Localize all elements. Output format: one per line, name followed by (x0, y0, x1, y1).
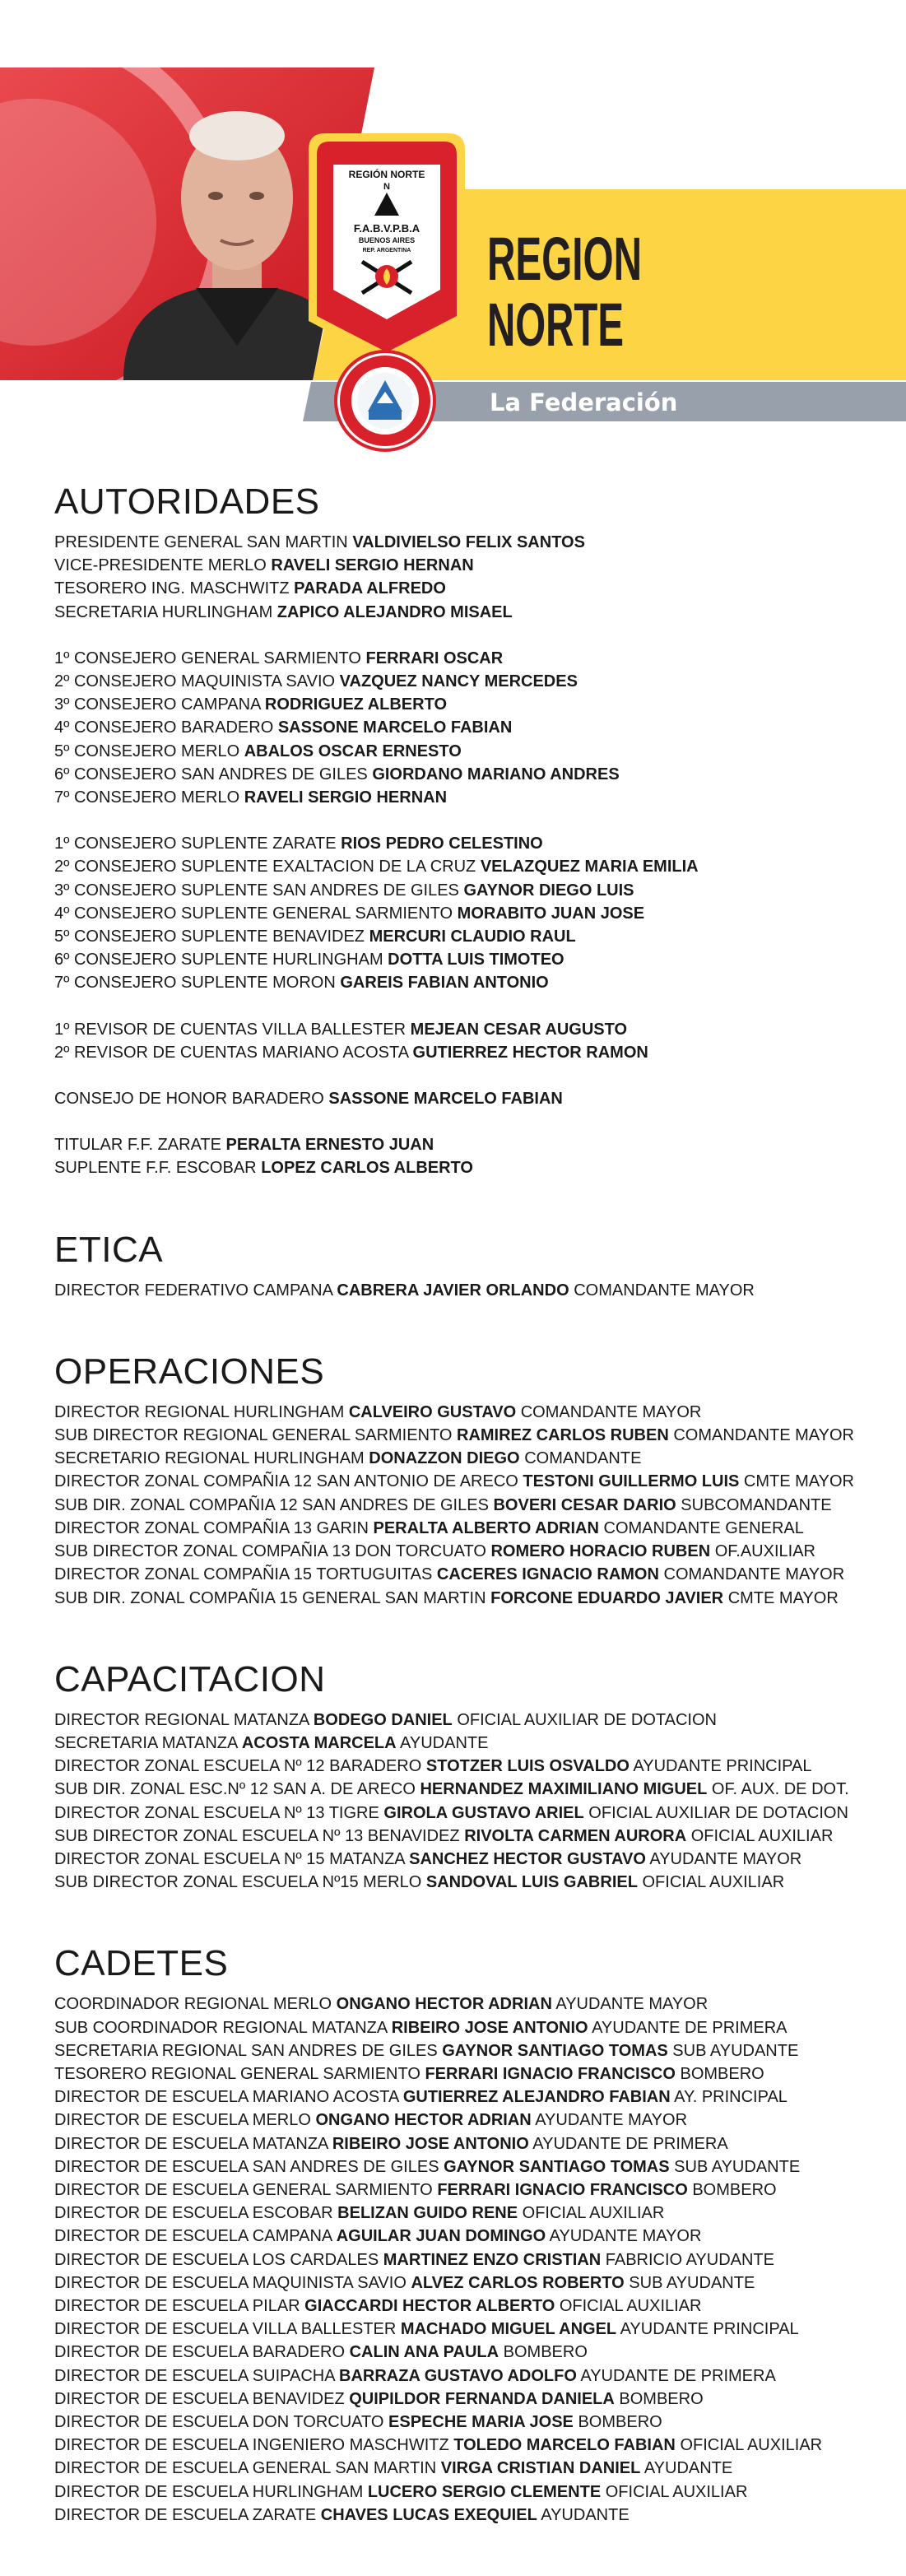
role-text: SUB DIR. ZONAL COMPAÑIA 15 GENERAL SAN MARTIN (54, 1588, 486, 1607)
roster-line (54, 2504, 885, 2527)
rank-text: CMTE MAYOR (743, 1472, 854, 1491)
person-name: ALVEZ CARLOS ROBERTO (411, 2273, 625, 2292)
role-text: SUB DIRECTOR ZONAL COMPAÑIA 13 DON TORCUATO (54, 1542, 486, 1561)
rank-text: COMANDANTE MAYOR (574, 1281, 755, 1300)
role-text: DIRECTOR DE ESCUELA MATANZA (54, 2134, 328, 2153)
person-name: ROMERO HORACIO RUBEN (490, 1542, 711, 1561)
person-name: FORCONE EDUARDO JAVIER (490, 1588, 724, 1607)
person-name: MERCURI CLAUDIO RAUL (369, 928, 576, 946)
role-text: 7º CONSEJERO SUPLENTE MORON (54, 974, 336, 993)
group-spacer (54, 995, 885, 1018)
roster-line (54, 855, 885, 878)
roster-line (54, 1871, 885, 1894)
role-text: SUB DIR. ZONAL COMPAÑIA 12 SAN ANDRES DE GILES (54, 1495, 489, 1514)
roster-line (54, 554, 885, 577)
person-name: ZAPICO ALEJANDRO MISAEL (276, 602, 513, 621)
roster-line (54, 879, 885, 902)
role-text: TESORERO ING. MASCHWITZ (54, 579, 290, 598)
person-name: RIBEIRO JOSE ANTONIO (332, 2134, 529, 2153)
roster-line (54, 1133, 885, 1156)
person-name: CABRERA JAVIER ORLANDO (337, 1281, 569, 1300)
section-title: CADETES (54, 1943, 229, 1984)
rank-text: COMANDANTE MAYOR (673, 1426, 854, 1445)
roster-line (54, 2039, 885, 2062)
roster-line (54, 2085, 885, 2109)
group-spacer (54, 1064, 885, 1087)
role-text: SUB DIR. ZONAL ESC.Nº 12 SAN A. DE ARECO (54, 1780, 416, 1799)
rank-text: OF. AUX. DE DOT. (711, 1780, 849, 1799)
role-text: DIRECTOR ZONAL ESCUELA Nº 12 BARADERO (54, 1757, 422, 1776)
rank-text: AY. PRINCIPAL (674, 2088, 788, 2107)
roster-line (54, 1848, 885, 1871)
person-name: MARTINEZ ENZO CRISTIAN (383, 2250, 602, 2269)
roster-line (54, 1041, 885, 1064)
region-title-line2: NORTE (487, 291, 624, 359)
person-name: MORABITO JUAN JOSE (457, 904, 645, 923)
rank-text: SUB AYUDANTE (672, 2041, 799, 2060)
rank-text: OFICIAL AUXILIAR DE DOTACION (457, 1710, 717, 1729)
section-operaciones (54, 1351, 885, 1610)
badge-text-4: BUENOS AIRES (358, 236, 416, 244)
person-name: RAMIREZ CARLOS RUBEN (457, 1426, 669, 1445)
role-text: DIRECTOR ZONAL ESCUELA Nº 13 TIGRE (54, 1803, 379, 1822)
role-text: 6º CONSEJERO SUPLENTE HURLINGHAM (54, 951, 383, 969)
roster-line (54, 1563, 885, 1586)
person-name: GUTIERREZ HECTOR RAMON (412, 1043, 648, 1062)
rank-text: OFICIAL AUXILIAR (680, 2436, 823, 2455)
person-name: RIVOLTA CARMEN AURORA (464, 1826, 687, 1845)
role-text: 1º CONSEJERO SUPLENTE ZARATE (54, 835, 337, 853)
role-text: SUB DIRECTOR ZONAL ESCUELA Nº15 MERLO (54, 1873, 422, 1892)
person-name: RIBEIRO JOSE ANTONIO (391, 2018, 588, 2037)
role-text: DIRECTOR DE ESCUELA LOS CARDALES (54, 2250, 379, 2269)
role-text: DIRECTOR DE ESCUELA MAQUINISTA SAVIO (54, 2273, 407, 2292)
role-text: CONSEJO DE HONOR BARADERO (54, 1090, 324, 1109)
roster-line (54, 2109, 885, 2132)
person-name: LUCERO SERGIO CLEMENTE (367, 2482, 602, 2501)
role-text: TITULAR F.F. ZARATE (54, 1136, 221, 1155)
roster-line (54, 1755, 885, 1778)
roster-line (54, 2434, 885, 2457)
role-text: 2º REVISOR DE CUENTAS MARIANO ACOSTA (54, 1043, 408, 1062)
role-text: DIRECTOR DE ESCUELA BENAVIDEZ (54, 2389, 345, 2408)
rank-text: AYUDANTE DE PRIMERA (580, 2366, 776, 2385)
role-text: DIRECTOR DE ESCUELA DON TORCUATO (54, 2412, 384, 2431)
roster-line (54, 1709, 885, 1732)
role-text: SECRETARIO REGIONAL HURLINGHAM (54, 1449, 365, 1468)
person-name: FERRARI IGNACIO FRANCISCO (425, 2064, 676, 2083)
person-name: BELIZAN GUIDO RENE (337, 2204, 518, 2223)
roster-line (54, 2225, 885, 2248)
person-name: STOTZER LUIS OSVALDO (425, 1757, 630, 1776)
role-text: DIRECTOR DE ESCUELA INGENIERO MASCHWITZ (54, 2436, 449, 2455)
roster-line (54, 1540, 885, 1563)
group-spacer (54, 624, 885, 647)
role-text: DIRECTOR DE ESCUELA PILAR (54, 2296, 300, 2315)
person-name: VALDIVIELSO FELIX SANTOS (352, 533, 585, 551)
roster-line (54, 1732, 885, 1755)
federation-seal-icon (336, 351, 434, 450)
person-name: GUTIERREZ ALEJANDRO FABIAN (402, 2088, 671, 2107)
roster-line (54, 2202, 885, 2225)
roster-line (54, 1778, 885, 1801)
role-text: 4º CONSEJERO BARADERO (54, 718, 274, 737)
role-text: DIRECTOR DE ESCUELA GENERAL SARMIENTO (54, 2180, 433, 2199)
rank-text: AYUDANTE PRINCIPAL (633, 1757, 812, 1776)
role-text: DIRECTOR DE ESCUELA HURLINGHAM (54, 2482, 364, 2501)
person-name: VIRGA CRISTIAN DANIEL (440, 2459, 641, 2478)
rank-text: SUB AYUDANTE (674, 2157, 801, 2176)
roster-line (54, 1587, 885, 1610)
person-name: GIACCARDI HECTOR ALBERTO (304, 2296, 555, 2315)
roster-line (54, 902, 885, 925)
roster-line (54, 670, 885, 693)
section-title: OPERACIONES (54, 1351, 325, 1392)
region-badge (309, 133, 465, 362)
role-text: DIRECTOR ZONAL ESCUELA Nº 15 MATANZA (54, 1849, 405, 1868)
roster-line (54, 2481, 885, 2504)
person-name: PARADA ALFREDO (294, 579, 446, 598)
rank-text: OFICIAL AUXILIAR (642, 1873, 785, 1892)
person-name: SANCHEZ HECTOR GUSTAVO (409, 1849, 646, 1868)
role-text: DIRECTOR ZONAL COMPAÑIA 13 GARIN (54, 1518, 369, 1537)
roster-line (54, 716, 885, 739)
person-name: MACHADO MIGUEL ANGEL (400, 2320, 617, 2339)
roster-line (54, 2341, 885, 2364)
role-text: 2º CONSEJERO SUPLENTE EXALTACION DE LA CRUZ (54, 858, 476, 876)
rank-text: FABRICIO AYUDANTE (605, 2250, 774, 2269)
roster-line (54, 925, 885, 948)
roster-line (54, 2178, 885, 2202)
roster-line (54, 1992, 885, 2016)
rank-text: COMANDANTE MAYOR (663, 1565, 845, 1584)
roster-line (54, 601, 885, 624)
person-name: QUIPILDOR FERNANDA DANIELA (349, 2389, 615, 2408)
rank-text: COMANDANTE (524, 1449, 642, 1468)
rank-text: BOMBERO (578, 2412, 662, 2431)
rank-text: AYUDANTE (643, 2459, 733, 2478)
rank-text: BOMBERO (619, 2389, 704, 2408)
role-text: 5º CONSEJERO MERLO (54, 742, 240, 760)
person-name: GAYNOR DIEGO LUIS (463, 881, 634, 900)
role-text: SUB DIRECTOR REGIONAL GENERAL SARMIENTO (54, 1426, 453, 1445)
rank-text: OFICIAL AUXILIAR (690, 1826, 834, 1845)
role-text: SUB COORDINADOR REGIONAL MATANZA (54, 2018, 388, 2037)
role-text: DIRECTOR DE ESCUELA CAMPANA (54, 2227, 332, 2246)
rank-text: SUBCOMANDANTE (681, 1495, 832, 1514)
role-text: PRESIDENTE GENERAL SAN MARTIN (54, 533, 348, 551)
role-text: DIRECTOR FEDERATIVO CAMPANA (54, 1281, 332, 1300)
role-text: 5º CONSEJERO SUPLENTE BENAVIDEZ (54, 928, 365, 946)
roster-line (54, 832, 885, 855)
rank-text: OFICIAL AUXILIAR (605, 2482, 748, 2501)
roster-line (54, 1447, 885, 1470)
section-etica (54, 1230, 885, 1302)
role-text: DIRECTOR DE ESCUELA SUIPACHA (54, 2366, 335, 2385)
person-name: CALVEIRO GUSTAVO (348, 1402, 517, 1421)
roster-line (54, 2062, 885, 2085)
person-name: GAYNOR SANTIAGO TOMAS (444, 2157, 670, 2176)
badge-text-1: REGIÓN NORTE (348, 169, 425, 180)
header-graphic (0, 0, 906, 461)
role-text: DIRECTOR DE ESCUELA SAN ANDRES DE GILES (54, 2157, 439, 2176)
group-spacer (54, 1110, 885, 1133)
section-title: AUTORIDADES (54, 481, 320, 522)
rank-text: AYUDANTE MAYOR (535, 2111, 688, 2130)
role-text: COORDINADOR REGIONAL MERLO (54, 1995, 332, 2014)
person-name: GIROLA GUSTAVO ARIEL (383, 1803, 584, 1822)
role-text: DIRECTOR REGIONAL HURLINGHAM (54, 1402, 345, 1421)
person-name: SASSONE MARCELO FABIAN (328, 1090, 563, 1109)
person-name: VELAZQUEZ MARIA EMILIA (480, 858, 699, 876)
rank-text: AYUDANTE MAYOR (549, 2227, 702, 2246)
rank-text: AYUDANTE (541, 2505, 630, 2524)
roster-line (54, 2132, 885, 2155)
rank-text: OF.AUXILIAR (714, 1542, 815, 1561)
role-text: SECRETARIA MATANZA (54, 1733, 238, 1752)
person-name: PERALTA ALBERTO ADRIAN (373, 1518, 599, 1537)
person-name: MEJEAN CESAR AUGUSTO (410, 1020, 628, 1039)
roster-line (54, 1156, 885, 1179)
role-text: SECRETARIA HURLINGHAM (54, 602, 273, 621)
role-text: DIRECTOR DE ESCUELA MARIANO ACOSTA (54, 2088, 399, 2107)
person-name: GAYNOR SANTIAGO TOMAS (442, 2041, 668, 2060)
roster-line (54, 1087, 885, 1110)
rank-text: AYUDANTE DE PRIMERA (592, 2018, 788, 2037)
person-name: ONGANO HECTOR ADRIAN (336, 1995, 552, 2014)
roster-line (54, 1279, 885, 1302)
person-name: CALIN ANA PAULA (349, 2343, 499, 2362)
role-text: DIRECTOR DE ESCUELA BARADERO (54, 2343, 346, 2362)
roster-line (54, 1424, 885, 1447)
roster-line (54, 2295, 885, 2318)
role-text: VICE-PRESIDENTE MERLO (54, 556, 267, 575)
federation-subtitle: La Federación (490, 388, 678, 416)
roster-line (54, 1517, 885, 1540)
roster-line (54, 2457, 885, 2480)
role-text: DIRECTOR DE ESCUELA ZARATE (54, 2505, 317, 2524)
person-name: VAZQUEZ NANCY MERCEDES (339, 672, 578, 691)
roster-line (54, 1825, 885, 1848)
section-title: ETICA (54, 1229, 164, 1270)
roster-line (54, 693, 885, 716)
rank-text: AYUDANTE MAYOR (649, 1849, 802, 1868)
rank-text: OFICIAL AUXILIAR (522, 2204, 665, 2223)
role-text: SUPLENTE F.F. ESCOBAR (54, 1159, 257, 1178)
person-name: GIORDANO MARIANO ANDRES (372, 765, 620, 783)
person-name: RAVELI SERGIO HERNAN (244, 788, 448, 807)
rank-text: CMTE MAYOR (727, 1588, 839, 1607)
roster-line (54, 2271, 885, 2295)
role-text: DIRECTOR ZONAL COMPAÑIA 15 TORTUGUITAS (54, 1565, 433, 1584)
role-text: 7º CONSEJERO MERLO (54, 788, 240, 807)
person-name: BODEGO DANIEL (313, 1710, 453, 1729)
role-text: 4º CONSEJERO SUPLENTE GENERAL SARMIENTO (54, 904, 453, 923)
person-name: FERRARI OSCAR (365, 649, 504, 667)
role-text: 2º CONSEJERO MAQUINISTA SAVIO (54, 672, 336, 691)
person-name: TESTONI GUILLERMO LUIS (523, 1472, 740, 1491)
person-name: DONAZZON DIEGO (369, 1449, 520, 1468)
role-text: 3º CONSEJERO CAMPANA (54, 695, 261, 714)
role-text: SUB DIRECTOR ZONAL ESCUELA Nº 13 BENAVIDEZ (54, 1826, 460, 1845)
role-text: SECRETARIA REGIONAL SAN ANDRES DE GILES (54, 2041, 438, 2060)
role-text: DIRECTOR REGIONAL MATANZA (54, 1710, 309, 1729)
person-name: SANDOVAL LUIS GABRIEL (425, 1873, 638, 1892)
group-spacer (54, 809, 885, 832)
person-name: AGUILAR JUAN DOMINGO (336, 2227, 546, 2246)
role-text: DIRECTOR DE ESCUELA ESCOBAR (54, 2204, 333, 2223)
roster-line (54, 2318, 885, 2341)
roster-line (54, 2016, 885, 2039)
roster-line (54, 763, 885, 786)
person-name: PERALTA ERNESTO JUAN (225, 1136, 434, 1155)
rank-text: AYUDANTE (400, 1733, 489, 1752)
person-name: GAREIS FABIAN ANTONIO (340, 974, 549, 993)
person-name: CACERES IGNACIO RAMON (436, 1565, 659, 1584)
roster-line (54, 1470, 885, 1493)
role-text: 6º CONSEJERO SAN ANDRES DE GILES (54, 765, 368, 783)
roster-line (54, 647, 885, 670)
roster-line (54, 531, 885, 554)
person-name: DOTTA LUIS TIMOTEO (388, 951, 565, 969)
roster-line (54, 2155, 885, 2178)
person-name: TOLEDO MARCELO FABIAN (453, 2436, 676, 2455)
role-text: DIRECTOR DE ESCUELA MERLO (54, 2111, 311, 2130)
person-name: ACOSTA MARCELA (241, 1733, 397, 1752)
person-name: RODRIGUEZ ALBERTO (264, 695, 448, 714)
rank-text: SUB AYUDANTE (629, 2273, 755, 2292)
content (54, 481, 885, 2576)
roster-line (54, 577, 885, 600)
role-text: DIRECTOR ZONAL COMPAÑIA 12 SAN ANTONIO DE ARECO (54, 1472, 518, 1491)
person-name: FERRARI IGNACIO FRANCISCO (437, 2180, 688, 2199)
section-autoridades (54, 481, 885, 1180)
person-name: ONGANO HECTOR ADRIAN (315, 2111, 532, 2130)
rank-text: COMANDANTE MAYOR (520, 1402, 702, 1421)
roster-line (54, 948, 885, 971)
role-text: 1º REVISOR DE CUENTAS VILLA BALLESTER (54, 1020, 407, 1039)
role-text: TESORERO REGIONAL GENERAL SARMIENTO (54, 2064, 420, 2083)
role-text: 3º CONSEJERO SUPLENTE SAN ANDRES DE GILES (54, 881, 459, 900)
person-name: ESPECHE MARIA JOSE (388, 2412, 574, 2431)
badge-text-2: N (383, 182, 390, 192)
rank-text: OFICIAL AUXILIAR DE DOTACION (588, 1803, 848, 1822)
badge-text-5: REP. ARGENTINA (362, 248, 411, 253)
roster-line (54, 971, 885, 994)
person-name: BARRAZA GUSTAVO ADOLFO (339, 2366, 577, 2385)
rank-text: BOMBERO (503, 2343, 588, 2362)
rank-text: AYUDANTE PRINCIPAL (620, 2320, 799, 2339)
rank-text: BOMBERO (692, 2180, 777, 2199)
roster-line (54, 786, 885, 809)
roster-line (54, 1802, 885, 1825)
header-banner (0, 0, 906, 461)
rank-text: COMANDANTE GENERAL (603, 1518, 804, 1537)
person-name: ABALOS OSCAR ERNESTO (244, 742, 462, 760)
rank-text: AYUDANTE DE PRIMERA (532, 2134, 728, 2153)
roster-line (54, 740, 885, 763)
person-name: BOVERI CESAR DARIO (493, 1495, 676, 1514)
rank-text: OFICIAL AUXILIAR (559, 2296, 702, 2315)
section-capacitacion (54, 1659, 885, 1895)
rank-text: AYUDANTE MAYOR (555, 1995, 709, 2014)
role-text: 1º CONSEJERO GENERAL SARMIENTO (54, 649, 361, 667)
roster-line (54, 2364, 885, 2388)
region-title-line1: REGION (487, 225, 642, 293)
roster-line (54, 2248, 885, 2271)
roster-line (54, 1401, 885, 1424)
person-name: RIOS PEDRO CELESTINO (341, 835, 543, 853)
rank-text: BOMBERO (680, 2064, 764, 2083)
badge-text-3: F.A.B.V.P.B.A (353, 222, 420, 235)
roster-line (54, 1018, 885, 1041)
section-title: CAPACITACION (54, 1658, 326, 1700)
person-name: CHAVES LUCAS EXEQUIEL (320, 2505, 537, 2524)
roster-line (54, 2411, 885, 2434)
section-cadetes (54, 1943, 885, 2527)
person-name: SASSONE MARCELO FABIAN (277, 718, 513, 737)
person-name: LOPEZ CARLOS ALBERTO (261, 1159, 473, 1178)
role-text: DIRECTOR DE ESCUELA GENERAL SAN MARTIN (54, 2459, 437, 2478)
roster-line (54, 1494, 885, 1517)
person-name: HERNANDEZ MAXIMILIANO MIGUEL (420, 1780, 708, 1799)
role-text: DIRECTOR DE ESCUELA VILLA BALLESTER (54, 2320, 397, 2339)
person-name: RAVELI SERGIO HERNAN (271, 556, 474, 575)
roster-line (54, 2388, 885, 2411)
